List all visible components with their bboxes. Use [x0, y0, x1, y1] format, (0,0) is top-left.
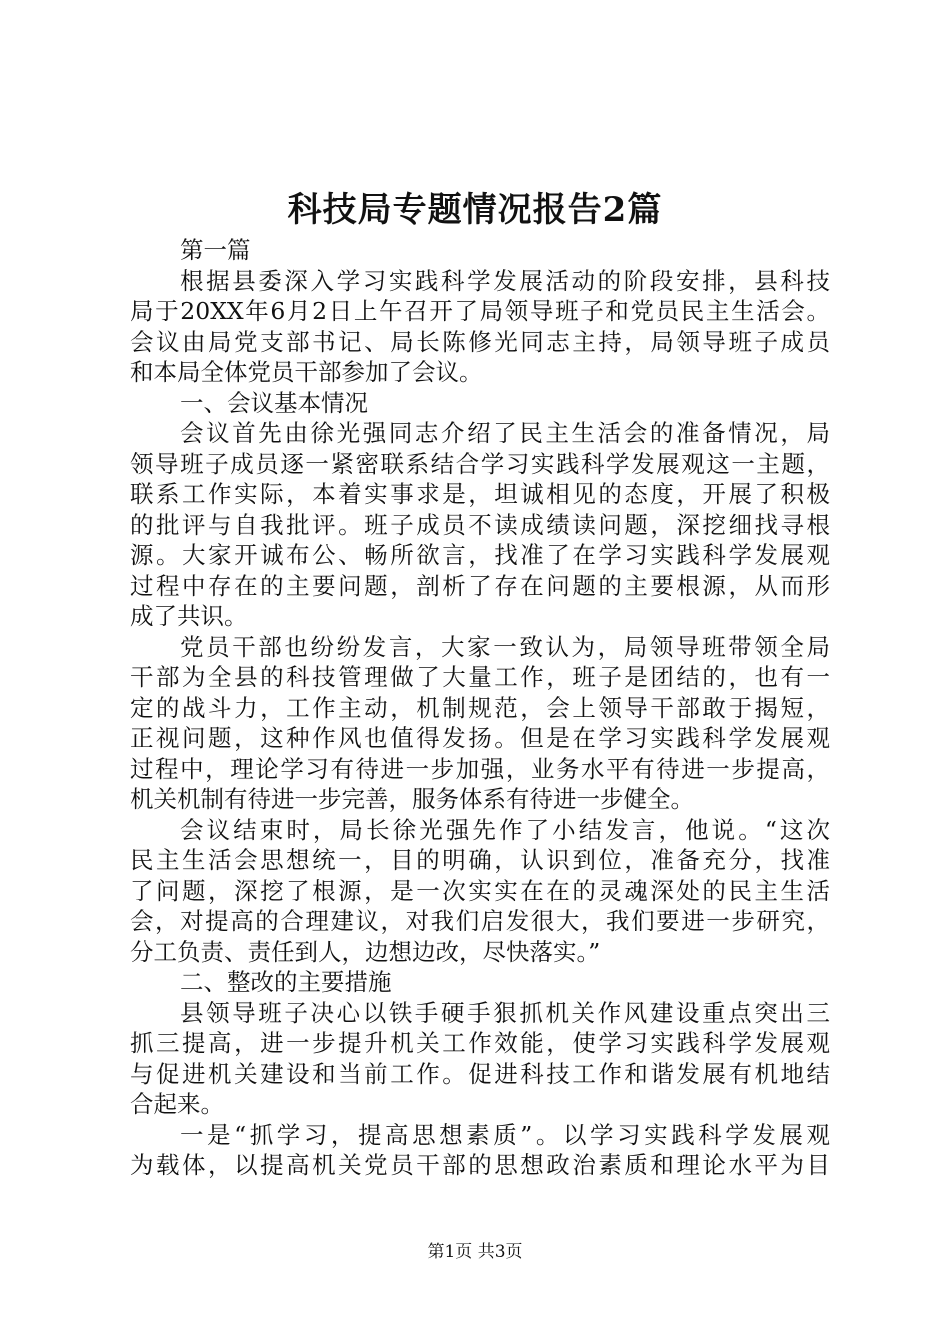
- text-line: 第一篇: [180, 236, 251, 264]
- text-line: 抓三提高，进一步提升机关工作效能，使学习实践科学发展观: [130, 1029, 830, 1057]
- text-line: 会议由局党支部书记、局长陈修光同志主持，局领导班子成员: [130, 327, 830, 356]
- text-line: 干部为全县的科技管理做了大量工作，班子是团结的，也有一: [130, 663, 830, 691]
- text-line: 与促进机关建设和当前工作。促进科技工作和谐发展有机地结: [130, 1059, 830, 1088]
- text-line: 一是“抓学习，提高思想素质”。以学习实践科学发展观: [180, 1120, 830, 1149]
- text-line: 正视问题，这种作风也值得发扬。但是在学习实践科学发展观: [130, 724, 830, 752]
- text-line: 联系工作实际，本着实事求是，坦诚相见的态度，开展了积极: [130, 480, 830, 508]
- text-line: 和本局全体党员干部参加了会议。: [130, 358, 483, 386]
- text-line: 会议结束时，局长徐光强先作了小结发言，他说。“这次: [180, 815, 830, 844]
- text-line: 领导班子成员逐一紧密联系结合学习实践科学发展观这一主题，: [130, 449, 830, 478]
- text-line: 分工负责、责任到人，边想边改，尽快落实。”: [130, 937, 601, 966]
- text-line: 过程中，理论学习有待进一步加强，业务水平有待进一步提高，: [130, 754, 830, 783]
- document-body: [130, 235, 830, 1181]
- text-line: 会议首先由徐光强同志介绍了民主生活会的准备情况，局: [180, 419, 830, 447]
- text-line: 的批评与自我批评。班子成员不读成绩读问题，深挖细找寻根: [130, 510, 830, 539]
- text-line: 为载体，以提高机关党员干部的思想政治素质和理论水平为目: [130, 1151, 830, 1179]
- text-line: 成了共识。: [130, 602, 248, 630]
- text-line: 民主生活会思想统一，目的明确，认识到位，准备充分，找准: [130, 846, 830, 874]
- text-line: 局于20XX年6月2日上午召开了局领导班子和党员民主生活会。: [130, 297, 830, 325]
- text-line: 合起来。: [130, 1090, 224, 1118]
- text-line: 一、会议基本情况: [180, 388, 368, 417]
- text-line: 源。大家开诚布公、畅所欲言，找准了在学习实践科学发展观: [130, 541, 830, 569]
- text-line: 了问题，深挖了根源，是一次实实在在的灵魂深处的民主生活: [130, 876, 830, 905]
- text-line: 过程中存在的主要问题，剖析了存在问题的主要根源，从而形: [130, 571, 830, 600]
- text-line: 二、整改的主要措施: [180, 968, 392, 996]
- text-line: 县领导班子决心以铁手硬手狠抓机关作风建设重点突出三: [180, 998, 830, 1027]
- text-line: 机关机制有待进一步完善，服务体系有待进一步健全。: [130, 785, 694, 813]
- text-line: 会，对提高的合理建议，对我们启发很大，我们要进一步研究，: [130, 907, 830, 935]
- document-title: 科技局专题情况报告2篇: [287, 190, 663, 230]
- text-line: 党员干部也纷纷发言，大家一致认为，局领导班带领全局: [180, 632, 830, 661]
- text-line: 根据县委深入学习实践科学发展活动的阶段安排，县科技: [180, 266, 830, 295]
- text-line: 定的战斗力，工作主动，机制规范，会上领导干部敢于揭短，: [130, 693, 830, 722]
- page-footer: 第1页 共3页: [427, 1242, 523, 1262]
